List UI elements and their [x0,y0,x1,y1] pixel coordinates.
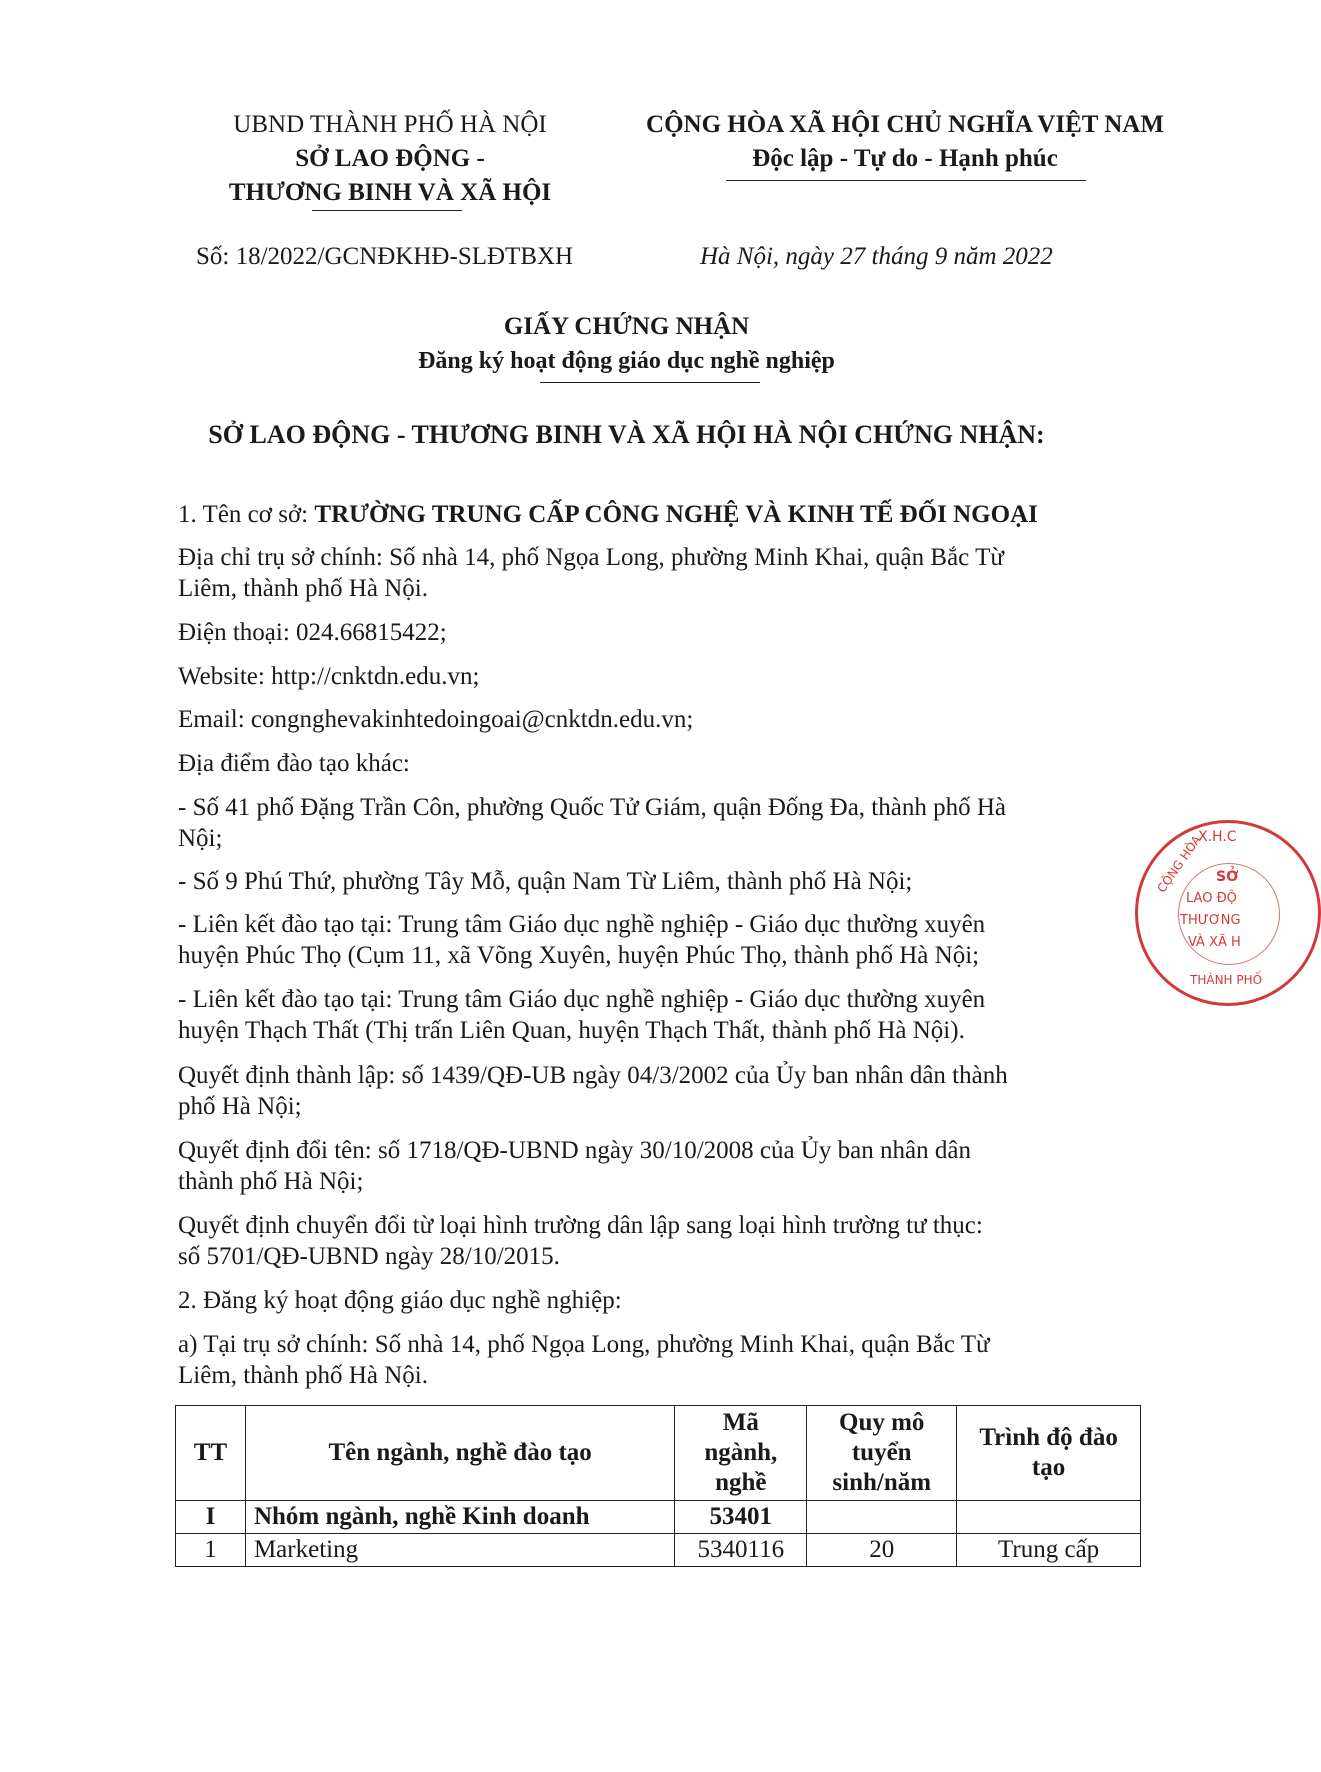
group-code: 53401 [675,1501,807,1534]
training-table [175,1405,1141,1567]
seal-arc-text: CỘNG HÒA [1154,832,1204,896]
decision-2-line-2: thành phố Hà Nội; [178,1168,364,1195]
site-4-line-1: - Liên kết đào tạo tại: Trung tâm Giáo dục nghề nghiệp - Giáo dục thường xuyên [178,986,986,1013]
row-code: 5340116 [675,1534,807,1567]
section-2a-line-2: Liêm, thành phố Hà Nội. [178,1362,428,1389]
table-header-row [176,1406,1141,1501]
decision-3-line-2: số 5701/QĐ-UBND ngày 28/10/2015. [178,1243,560,1270]
group-name: Nhóm ngành, nghề Kinh doanh [245,1501,674,1534]
seal-line-1: SỞ [1216,869,1239,885]
seal-bottom-text: THÀNH PHỐ [1190,973,1263,987]
certificate-title: GIẤY CHỨNG NHẬN [503,313,750,340]
facility-name-label: 1. Tên cơ sở: [178,501,315,528]
address-line-2: Liêm, thành phố Hà Nội. [178,575,428,602]
website-line: Website: http://cnktdn.edu.vn; [178,663,480,690]
other-sites-label: Địa điểm đào tạo khác: [178,750,410,777]
agency-name-2: THƯƠNG BINH VÀ XÃ HỘI [228,179,552,206]
seal-line-2: LAO ĐỘ [1186,891,1237,906]
decision-3-line-1: Quyết định chuyển đổi từ loại hình trường dân lập sang loại hình trường tư thục: [178,1212,983,1239]
official-seal [1135,820,1321,1006]
seal-top-text: X.H.C [1198,829,1237,845]
header-tt: TT [176,1406,246,1501]
row-scale: 20 [807,1534,957,1567]
site-4-line-2: huyện Thạch Thất (Thị trấn Liên Quan, huyện Thạch Thất, thành phố Hà Nội). [178,1017,965,1044]
site-3-line-2: huyện Phúc Thọ (Cụm 11, xã Võng Xuyên, huyện Phúc Thọ, thành phố Hà Nội; [178,942,980,969]
seal-line-3: THƯƠNG [1180,913,1241,928]
agency-parent: UBND THÀNH PHỐ HÀ NỘI [233,111,547,138]
row-name: Marketing [245,1534,674,1567]
table-group-row [176,1501,1141,1534]
email-line: Email: congnghevakinhtedoingoai@cnktdn.edu.vn; [178,706,694,733]
national-title: CỘNG HÒA XÃ HỘI CHỦ NGHĨA VIỆT NAM [646,111,1164,138]
document-date: Hà Nội, ngày 27 tháng 9 năm 2022 [700,243,1053,270]
national-motto: Độc lập - Tự do - Hạnh phúc [752,145,1058,172]
row-level: Trung cấp [957,1534,1141,1567]
group-tt: I [176,1501,246,1534]
table-row [176,1534,1141,1567]
site-1-line-1: - Số 41 phố Đặng Trần Côn, phường Quốc Tử Giám, quận Đống Đa, thành phố Hà [178,794,1006,821]
header-code: Mã ngành, nghề [675,1406,807,1501]
section-2a-line-1: a) Tại trụ sở chính: Số nhà 14, phố Ngọa Long, phường Minh Khai, quận Bắc Từ [178,1331,990,1358]
address-line-1: Địa chỉ trụ sở chính: Số nhà 14, phố Ngọa Long, phường Minh Khai, quận Bắc Từ [178,544,1004,571]
agency-underline [312,210,462,211]
header-name: Tên ngành, nghề đào tạo [245,1406,674,1501]
site-3-line-1: - Liên kết đào tạo tại: Trung tâm Giáo dục nghề nghiệp - Giáo dục thường xuyên [178,911,986,938]
group-level [957,1501,1141,1534]
site-1-line-2: Nội; [178,825,223,852]
decision-1-line-2: phố Hà Nội; [178,1093,302,1120]
section-2-heading: 2. Đăng ký hoạt động giáo dục nghề nghiệp: [178,1287,622,1314]
subtitle-underline [540,382,760,383]
agency-name-1: SỞ LAO ĐỘNG - [295,145,485,172]
certify-statement: SỞ LAO ĐỘNG - THƯƠNG BINH VÀ XÃ HỘI HÀ NỘI CHỨNG NHẬN: [208,420,1045,449]
header-level: Trình độ đào tạo [957,1406,1141,1501]
document-number: Số: 18/2022/GCNĐKHĐ-SLĐTBXH [196,243,574,270]
header-scale: Quy mô tuyển sinh/năm [807,1406,957,1501]
facility-name-line [178,500,1038,530]
agency-header [190,108,590,210]
facility-name: TRƯỜNG TRUNG CẤP CÔNG NGHỆ VÀ KINH TẾ ĐỐI NGOẠI [314,501,1038,528]
row-tt: 1 [176,1534,246,1567]
decision-1-line-1: Quyết định thành lập: số 1439/QĐ-UB ngày 04/3/2002 của Ủy ban nhân dân thành [178,1062,1008,1089]
site-2-line: - Số 9 Phú Thứ, phường Tây Mỗ, quận Nam Từ Liêm, thành phố Hà Nội; [178,868,913,895]
national-header [620,108,1190,176]
group-scale [807,1501,957,1534]
decision-2-line-1: Quyết định đổi tên: số 1718/QĐ-UBND ngày 30/10/2008 của Ủy ban nhân dân [178,1137,971,1164]
phone-line: Điện thoại: 024.66815422; [178,619,447,646]
seal-line-4: VÀ XÃ H [1188,935,1241,950]
certificate-subtitle: Đăng ký hoạt động giáo dục nghề nghiệp [418,348,835,374]
motto-underline [726,180,1086,181]
